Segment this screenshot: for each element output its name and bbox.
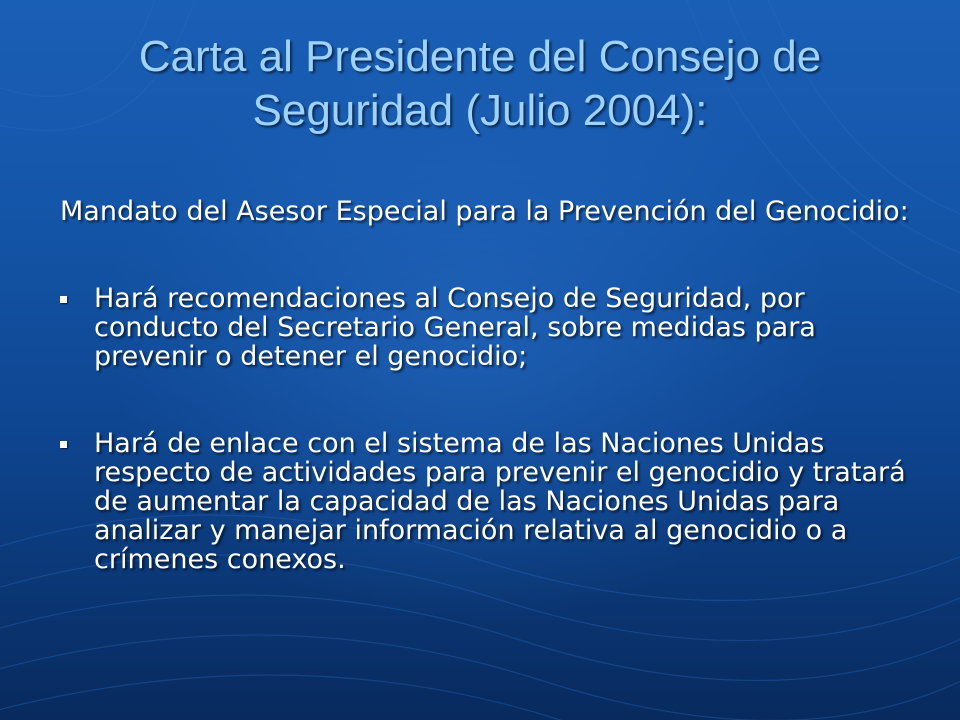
bullet-text: Hará recomendaciones al Consejo de Seguridad, por conducto del Secretario General, sobre medidas para prevenir o detener el genocidio;	[94, 283, 816, 372]
bullet-text: Hará de enlace con el sistema de las Naciones Unidas respecto de actividades para prevenir el genocidio y tratará de aumentar la capacidad de las Naciones Unidas para analizar y manejar información relativa al genocidio o a crímenes conexos.	[94, 428, 906, 575]
square-bullet-icon	[60, 296, 67, 303]
slide-title: Carta al Presidente del Consejo de Seguridad (Julio 2004):	[138, 32, 822, 135]
bullet-item-liaison	[60, 429, 920, 574]
bullet-item-recommendations	[60, 284, 920, 371]
square-bullet-icon	[60, 441, 67, 448]
intro-paragraph: Mandato del Asesor Especial para la Prevención del Genocidio:	[60, 196, 909, 227]
slide-body	[60, 197, 920, 632]
